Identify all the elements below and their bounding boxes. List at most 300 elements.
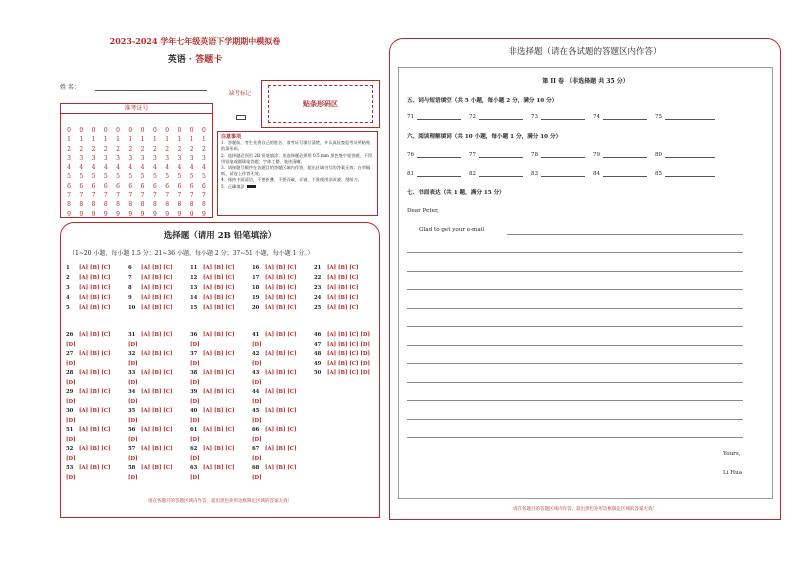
option-d[interactable] xyxy=(66,418,76,424)
answer-options[interactable]: [A] [B] [C] xyxy=(141,427,173,433)
writing-line[interactable] xyxy=(407,345,743,346)
answer-options[interactable]: [A] [B] [C] xyxy=(141,465,173,471)
option-d[interactable] xyxy=(252,475,262,481)
blank-number: 79 xyxy=(593,152,600,158)
answer-options[interactable]: [A] [B] [C] xyxy=(141,332,173,338)
ticket-digit-bubble[interactable]: 0 xyxy=(189,127,194,134)
option-d[interactable] xyxy=(190,361,200,367)
question-item xyxy=(128,275,173,281)
option-d[interactable] xyxy=(66,361,76,367)
answer-options[interactable]: [A] [B] [C] xyxy=(265,332,297,338)
ticket-digit-bubble[interactable]: 8 xyxy=(116,201,120,209)
option-d-label: [D] xyxy=(252,380,262,386)
ticket-digit-bubble[interactable]: 4 xyxy=(140,164,145,172)
question-number: 45 xyxy=(252,408,260,414)
answer-options[interactable]: [A] [B] [C] xyxy=(79,427,111,433)
writing-line[interactable] xyxy=(407,326,743,327)
option-d[interactable] xyxy=(128,456,138,462)
answer-options[interactable]: [A] [B] [C] xyxy=(327,295,359,301)
blank-number: 76 xyxy=(407,152,414,158)
section-seven-heading: 七、书面表达（共 1 题，满分 15 分） xyxy=(407,190,505,196)
ticket-digit-bubble[interactable]: 1 xyxy=(165,136,170,144)
ticket-digit-bubble[interactable]: 3 xyxy=(202,154,206,162)
ticket-digit-bubble[interactable]: 3 xyxy=(177,154,182,162)
ticket-digit-bubble[interactable]: 7 xyxy=(189,192,194,200)
question-item xyxy=(190,370,235,376)
writing-line[interactable] xyxy=(407,382,743,383)
ticket-digit-bubble[interactable]: 2 xyxy=(91,145,96,153)
answer-options[interactable]: [A] [B] [C] xyxy=(265,305,297,311)
ticket-digit-bubble[interactable]: 7 xyxy=(140,192,145,200)
blank-field[interactable] xyxy=(541,151,585,158)
ticket-digit-bubble[interactable]: 0 xyxy=(103,127,108,134)
ticket-digit-bubble[interactable]: 4 xyxy=(116,164,120,172)
writing-line[interactable] xyxy=(407,252,743,253)
option-d-label: [D] xyxy=(128,475,138,481)
ticket-digit-bubble[interactable]: 6 xyxy=(189,182,194,190)
blank-field[interactable] xyxy=(479,170,523,177)
writing-line[interactable] xyxy=(407,419,743,420)
ticket-digit-bubble[interactable]: 1 xyxy=(103,136,108,144)
ticket-digit-bubble[interactable]: 4 xyxy=(67,164,71,172)
answer-options[interactable]: [A] [B] [C] xyxy=(265,427,297,433)
question-item xyxy=(314,265,359,271)
blank-number: 84 xyxy=(593,171,600,177)
option-d[interactable] xyxy=(190,437,200,443)
ticket-digit-bubble[interactable]: 8 xyxy=(128,201,133,209)
option-d[interactable] xyxy=(128,380,138,386)
ticket-digit-bubble[interactable]: 8 xyxy=(189,201,194,209)
ticket-digit-bubble[interactable]: 5 xyxy=(202,173,206,181)
writing-line[interactable] xyxy=(407,289,743,290)
question-item xyxy=(252,285,297,291)
option-d[interactable] xyxy=(66,342,76,348)
ticket-digit-bubble[interactable]: 0 xyxy=(140,127,145,134)
blank-field[interactable] xyxy=(541,113,585,120)
option-d[interactable] xyxy=(66,475,76,481)
answer-bubble-grid xyxy=(66,261,378,491)
answer-options[interactable]: [A] [B] [C] xyxy=(265,295,297,301)
ticket-digit-bubble[interactable]: 8 xyxy=(79,201,84,209)
answer-options[interactable]: [A] [B] [C] [D] xyxy=(327,370,370,376)
question-number: 26 xyxy=(66,332,74,338)
ticket-digit-bubble[interactable]: 6 xyxy=(91,182,96,190)
ticket-digit-bubble[interactable]: 0 xyxy=(116,127,120,134)
option-d[interactable] xyxy=(190,342,200,348)
ticket-digit-bubble[interactable]: 3 xyxy=(91,154,96,162)
question-number: 28 xyxy=(66,370,74,376)
answer-options[interactable]: [A] [B] [C] xyxy=(203,389,235,395)
ticket-digit-bubble[interactable]: 9 xyxy=(140,210,145,218)
ticket-digit-bubble[interactable]: 1 xyxy=(116,136,120,144)
option-d[interactable] xyxy=(66,437,76,443)
option-d-label: [D] xyxy=(190,342,200,348)
ticket-digit-bubble[interactable]: 8 xyxy=(103,201,108,209)
blank-field[interactable] xyxy=(603,113,647,120)
ticket-digit-bubble[interactable]: 7 xyxy=(202,192,206,200)
ticket-digit-bubble[interactable]: 6 xyxy=(202,182,206,190)
ticket-digit-bubble[interactable]: 0 xyxy=(79,127,84,134)
ticket-digit-bubble[interactable]: 4 xyxy=(79,164,84,172)
answer-options[interactable]: [A] [B] [C] xyxy=(79,285,111,291)
ticket-digit-bubble[interactable]: 2 xyxy=(103,145,108,153)
ticket-digit-bubble[interactable]: 5 xyxy=(152,173,157,181)
blank-field[interactable] xyxy=(665,113,715,120)
option-d[interactable] xyxy=(128,437,138,443)
answer-options[interactable]: [A] [B] [C] xyxy=(327,265,359,271)
ticket-digit-bubble[interactable]: 6 xyxy=(140,182,145,190)
answer-options[interactable]: [A] [B] [C] xyxy=(265,465,297,471)
ticket-digit-bubble[interactable]: 8 xyxy=(202,201,206,209)
answer-options[interactable]: [A] [B] [C] xyxy=(203,370,235,376)
ticket-digit-bubble[interactable]: 9 xyxy=(177,210,182,218)
writing-line[interactable] xyxy=(407,271,743,272)
question-item xyxy=(128,465,173,471)
answer-options[interactable]: [A] [B] [C] xyxy=(203,305,235,311)
ticket-digit-bubble[interactable]: 4 xyxy=(189,164,194,172)
ticket-digit-bubble[interactable]: 6 xyxy=(79,182,84,190)
writing-line[interactable] xyxy=(507,234,743,235)
option-d[interactable] xyxy=(128,475,138,481)
answer-options[interactable]: [A] [B] [C] xyxy=(203,427,235,433)
answer-options[interactable]: [A] [B] [C] xyxy=(79,389,111,395)
ticket-digit-bubble[interactable]: 3 xyxy=(165,154,170,162)
ticket-digit-bubble[interactable]: 5 xyxy=(189,173,194,181)
ticket-digit-bubble[interactable]: 8 xyxy=(140,201,145,209)
blank-field[interactable] xyxy=(603,170,647,177)
question-item xyxy=(190,275,235,281)
option-d[interactable] xyxy=(128,418,138,424)
answer-options[interactable]: [A] [B] [C] xyxy=(141,305,173,311)
blank-field[interactable] xyxy=(417,151,461,158)
question-number: 7 xyxy=(128,275,132,281)
ticket-digit-bubble[interactable]: 4 xyxy=(128,164,133,172)
question-item xyxy=(128,265,173,271)
ticket-digit-bubble[interactable]: 8 xyxy=(165,201,170,209)
answer-options[interactable]: [A] [B] [C] xyxy=(203,332,235,338)
ticket-digit-bubble[interactable]: 7 xyxy=(103,192,108,200)
answer-options[interactable]: [A] [B] [C] xyxy=(79,465,111,471)
ticket-digit-bubble[interactable]: 6 xyxy=(67,182,71,190)
non-choice-title: 非选择题（请在各试题的答题区内作答） xyxy=(508,47,662,57)
answer-options[interactable]: [A] [B] [C] xyxy=(79,351,111,357)
name-field[interactable] xyxy=(95,90,207,91)
question-item xyxy=(190,332,235,338)
option-d-label: [D] xyxy=(128,456,138,462)
ticket-digit-bubble[interactable]: 4 xyxy=(152,164,157,172)
blank-field[interactable] xyxy=(603,151,647,158)
ticket-digit-bubble[interactable]: 2 xyxy=(79,145,84,153)
ticket-digit-bubble[interactable]: 4 xyxy=(103,164,108,172)
ticket-digit-bubble[interactable]: 5 xyxy=(103,173,108,181)
answer-options[interactable]: [A] [B] [C] xyxy=(79,332,111,338)
answer-options[interactable]: [A] [B] [C] xyxy=(203,265,235,271)
ticket-digit-bubble[interactable]: 3 xyxy=(67,154,71,162)
ticket-digit-bubble[interactable]: 1 xyxy=(79,136,84,144)
ticket-digit-bubble[interactable]: 1 xyxy=(140,136,145,144)
ticket-digit-bubble[interactable]: 0 xyxy=(67,127,71,134)
question-number: 36 xyxy=(190,332,198,338)
answer-options[interactable]: [A] [B] [C] xyxy=(265,275,297,281)
answer-options[interactable]: [A] [B] [C] xyxy=(141,295,173,301)
question-number: 30 xyxy=(66,408,74,414)
answer-options[interactable]: [A] [B] [C] xyxy=(265,408,297,414)
ticket-digit-bubble[interactable]: 3 xyxy=(140,154,145,162)
ticket-digit-bubble[interactable]: 4 xyxy=(202,164,206,172)
option-d[interactable] xyxy=(190,418,200,424)
ticket-digit-bubble[interactable]: 7 xyxy=(165,192,170,200)
ticket-digit-bubble[interactable]: 3 xyxy=(128,154,133,162)
option-d[interactable] xyxy=(190,475,200,481)
option-d-label: [D] xyxy=(190,437,200,443)
option-d-label: [D] xyxy=(252,475,262,481)
ticket-digit-bubble[interactable]: 6 xyxy=(165,182,170,190)
option-d[interactable] xyxy=(128,399,138,405)
ticket-digit-bubble[interactable]: 4 xyxy=(91,164,96,172)
ticket-digit-bubble[interactable]: 4 xyxy=(165,164,170,172)
question-item xyxy=(314,342,370,348)
blank-item xyxy=(407,170,469,177)
ticket-digit-bubble[interactable]: 1 xyxy=(189,136,194,144)
answer-options[interactable]: [A] [B] [C] xyxy=(141,408,173,414)
ticket-digit-bubble[interactable]: 3 xyxy=(79,154,84,162)
ticket-digit-bubble[interactable]: 9 xyxy=(67,210,71,218)
ticket-digit-bubble[interactable]: 5 xyxy=(165,173,170,181)
option-d[interactable] xyxy=(252,342,262,348)
answer-options[interactable]: [A] [B] [C] xyxy=(203,465,235,471)
ticket-digit-bubble[interactable]: 7 xyxy=(177,192,182,200)
writing-line[interactable] xyxy=(407,400,743,401)
answer-options[interactable]: [A] [B] [C] xyxy=(327,305,359,311)
ticket-digit-bubble[interactable]: 8 xyxy=(91,201,96,209)
answer-options[interactable]: [A] [B] [C] xyxy=(141,351,173,357)
ticket-digit-bubble[interactable]: 5 xyxy=(177,173,182,181)
ticket-digit-bubble[interactable]: 5 xyxy=(140,173,145,181)
answer-options[interactable]: [A] [B] [C] xyxy=(265,351,297,357)
filled-example-mark xyxy=(247,185,256,188)
answer-options[interactable]: [A] [B] [C] xyxy=(265,389,297,395)
question-item xyxy=(190,265,235,271)
question-item xyxy=(66,427,111,433)
writing-line[interactable] xyxy=(407,308,743,309)
question-item xyxy=(252,408,297,414)
blank-field[interactable] xyxy=(479,113,523,120)
answer-options[interactable]: [A] [B] [C] xyxy=(203,285,235,291)
ticket-digit-bubble[interactable]: 1 xyxy=(177,136,182,144)
blank-item xyxy=(655,113,723,120)
question-item xyxy=(128,351,173,357)
ticket-digit-bubble[interactable]: 7 xyxy=(79,192,84,200)
ticket-digit-bubble[interactable]: 5 xyxy=(67,173,71,181)
answer-options[interactable]: [A] [B] [C] xyxy=(79,305,111,311)
ticket-digit-bubble[interactable]: 6 xyxy=(152,182,157,190)
question-number: 8 xyxy=(128,285,132,291)
ticket-digit-bubble[interactable]: 2 xyxy=(140,145,145,153)
answer-options[interactable]: [A] [B] [C] xyxy=(79,265,111,271)
ticket-digit-bubble[interactable]: 2 xyxy=(152,145,157,153)
option-d[interactable] xyxy=(128,361,138,367)
ticket-digit-bubble[interactable]: 3 xyxy=(116,154,120,162)
answer-options[interactable]: [A] [B] [C] xyxy=(203,295,235,301)
ticket-digit-bubble[interactable]: 8 xyxy=(67,201,71,209)
answer-options[interactable]: [A] [B] [C] xyxy=(79,275,111,281)
ticket-digit-bubble[interactable]: 7 xyxy=(116,192,120,200)
answer-options[interactable]: [A] [B] [C] xyxy=(141,275,173,281)
ticket-digit-bubble[interactable]: 1 xyxy=(128,136,133,144)
ticket-digit-bubble[interactable]: 7 xyxy=(152,192,157,200)
option-d[interactable] xyxy=(66,399,76,405)
answer-options[interactable]: [A] [B] [C] xyxy=(141,370,173,376)
ticket-digit-bubble[interactable]: 3 xyxy=(189,154,194,162)
ticket-digit-bubble[interactable]: 1 xyxy=(67,136,71,144)
answer-options[interactable]: [A] [B] [C] xyxy=(79,446,111,452)
option-d[interactable] xyxy=(252,361,262,367)
option-d[interactable] xyxy=(190,380,200,386)
ticket-digit-bubble[interactable]: 7 xyxy=(67,192,71,200)
option-d[interactable] xyxy=(252,380,262,386)
ticket-digit-bubble[interactable]: 2 xyxy=(189,145,194,153)
ticket-digit-bubble[interactable]: 2 xyxy=(165,145,170,153)
ticket-digit-bubble[interactable]: 0 xyxy=(91,127,96,134)
ticket-digit-bubble[interactable]: 6 xyxy=(128,182,133,190)
question-item xyxy=(252,446,297,452)
barcode-label: 贴条形码区 xyxy=(268,85,373,123)
question-item xyxy=(252,389,297,395)
question-number: 53 xyxy=(66,465,74,471)
question-number: 25 xyxy=(314,305,322,311)
option-d[interactable] xyxy=(252,399,262,405)
option-d[interactable] xyxy=(252,437,262,443)
question-item xyxy=(66,351,111,357)
ticket-digit-bubble[interactable]: 8 xyxy=(152,201,157,209)
answer-options[interactable]: [A] [B] [C] xyxy=(79,295,111,301)
ticket-digit-column xyxy=(150,126,160,219)
choice-instruction: （1~20 小题，每小题 1.5 分；21~36 小题，每小题 2 分；37~51 小题，每小题 1 分。） xyxy=(69,250,314,257)
answer-options[interactable]: [A] [B] [C] xyxy=(265,370,297,376)
answer-options[interactable]: [A] [B] [C] xyxy=(265,446,297,452)
answer-options[interactable]: [A] [B] [C] [D] xyxy=(327,351,370,357)
notes-line: 3．请按题号顺序在各题目的答题区域内作答，超出区域书写的答案无效；在草稿纸、试卷上作答无效。 xyxy=(221,165,371,177)
answer-options[interactable]: [A] [B] [C] xyxy=(203,446,235,452)
option-d[interactable] xyxy=(252,418,262,424)
ticket-digit-bubble[interactable]: 2 xyxy=(116,145,120,153)
ticket-digit-bubble[interactable]: 6 xyxy=(116,182,120,190)
blank-field[interactable] xyxy=(417,113,461,120)
writing-line[interactable] xyxy=(407,437,743,438)
ticket-digit-bubble[interactable]: 8 xyxy=(177,201,182,209)
answer-options[interactable]: [A] [B] [C] xyxy=(79,370,111,376)
ticket-digit-bubble[interactable]: 2 xyxy=(67,145,71,153)
answer-options[interactable]: [A] [B] [C] [D] xyxy=(327,332,370,338)
option-d[interactable] xyxy=(66,380,76,386)
option-d-label: [D] xyxy=(66,475,76,481)
ticket-digit-bubble[interactable]: 0 xyxy=(202,127,206,134)
answer-options[interactable]: [A] [B] [C] xyxy=(141,389,173,395)
option-d[interactable] xyxy=(252,456,262,462)
option-d[interactable] xyxy=(128,342,138,348)
answer-options[interactable]: [A] [B] [C] xyxy=(79,408,111,414)
blank-field[interactable] xyxy=(665,170,715,177)
ticket-digit-bubble[interactable]: 2 xyxy=(202,145,206,153)
ticket-digit-bubble[interactable]: 5 xyxy=(91,173,96,181)
blank-field[interactable] xyxy=(541,170,585,177)
ticket-digit-bubble[interactable]: 9 xyxy=(91,210,96,218)
option-d-label: [D] xyxy=(66,380,76,386)
absent-mark-box[interactable] xyxy=(236,115,246,120)
option-d-label: [D] xyxy=(190,456,200,462)
answer-options[interactable]: [A] [B] [C] xyxy=(141,446,173,452)
ticket-digit-bubble[interactable]: 0 xyxy=(177,127,182,134)
option-d[interactable] xyxy=(190,399,200,405)
answer-options[interactable]: [A] [B] [C] xyxy=(327,275,359,281)
ticket-digit-bubble[interactable]: 0 xyxy=(165,127,170,134)
answer-options[interactable]: [A] [B] [C] xyxy=(203,275,235,281)
ticket-digit-bubble[interactable]: 1 xyxy=(202,136,206,144)
ticket-digit-bubble[interactable]: 7 xyxy=(91,192,96,200)
ticket-digit-bubble[interactable]: 9 xyxy=(116,210,120,218)
ticket-digit-bubble[interactable]: 0 xyxy=(152,127,157,134)
ticket-digit-bubble[interactable]: 9 xyxy=(103,210,108,218)
ticket-digit-bubble[interactable]: 5 xyxy=(116,173,120,181)
answer-options[interactable]: [A] [B] [C] xyxy=(203,408,235,414)
blank-item xyxy=(655,170,723,177)
blank-field[interactable] xyxy=(665,151,715,158)
ticket-digit-bubble[interactable]: 9 xyxy=(79,210,84,218)
answer-options[interactable]: [A] [B] [C] xyxy=(265,285,297,291)
ticket-digit-bubble[interactable]: 6 xyxy=(103,182,108,190)
ticket-digit-bubble[interactable]: 3 xyxy=(103,154,108,162)
answer-options[interactable]: [A] [B] [C] xyxy=(265,265,297,271)
option-d[interactable] xyxy=(66,456,76,462)
question-number: 21 xyxy=(314,265,322,271)
ticket-digit-bubble[interactable]: 2 xyxy=(128,145,133,153)
ticket-digit-bubble[interactable]: 9 xyxy=(165,210,170,218)
answer-options[interactable]: [A] [B] [C] [D] xyxy=(327,341,370,348)
blank-field[interactable] xyxy=(417,170,461,177)
question-number: 24 xyxy=(314,295,322,301)
ticket-digit-bubble[interactable]: 9 xyxy=(128,210,133,218)
option-d-label: [D] xyxy=(190,418,200,424)
ticket-digit-bubble[interactable]: 6 xyxy=(177,182,182,190)
ticket-digit-bubble[interactable]: 1 xyxy=(91,136,96,144)
question-number: 51 xyxy=(66,427,74,433)
ticket-digit-bubble[interactable]: 0 xyxy=(128,127,133,134)
option-d[interactable] xyxy=(190,456,200,462)
ticket-digit-bubble[interactable]: 5 xyxy=(128,173,133,181)
answer-options[interactable]: [A] [B] [C] xyxy=(327,285,359,291)
ticket-digit-bubble[interactable]: 3 xyxy=(152,154,157,162)
ticket-digit-bubble[interactable]: 2 xyxy=(177,145,182,153)
ticket-digit-bubble[interactable]: 9 xyxy=(202,210,206,218)
ticket-digit-bubble[interactable]: 7 xyxy=(128,192,133,200)
answer-options[interactable]: [A] [B] [C] xyxy=(203,351,235,357)
ticket-digit-bubble[interactable]: 4 xyxy=(177,164,182,172)
notes-line: 1．答题前，考生先将自己的姓名、准考证号填写清楚，并认真检查监考员所粘贴的条形码。 xyxy=(221,140,371,152)
ticket-digit-bubble[interactable]: 1 xyxy=(152,136,157,144)
question-number: 47 xyxy=(314,341,322,348)
question-number: 10 xyxy=(128,305,136,311)
right-footer-note: 请在各题目的答题区域内作答，超出黑色矩形边框限定区域的答案无效！ xyxy=(513,507,657,512)
ticket-digit-bubble[interactable]: 5 xyxy=(79,173,84,181)
ticket-digit-bubble[interactable]: 9 xyxy=(152,210,157,218)
blank-field[interactable] xyxy=(479,151,523,158)
writing-line[interactable] xyxy=(407,363,743,364)
answer-options[interactable]: [A] [B] [C] xyxy=(141,265,173,271)
answer-options[interactable]: [A] [B] [C] xyxy=(141,285,173,291)
answer-options[interactable]: [A] [B] [C] [D] xyxy=(327,360,370,367)
ticket-digit-bubble[interactable]: 9 xyxy=(189,210,194,218)
question-number: 40 xyxy=(190,408,198,414)
